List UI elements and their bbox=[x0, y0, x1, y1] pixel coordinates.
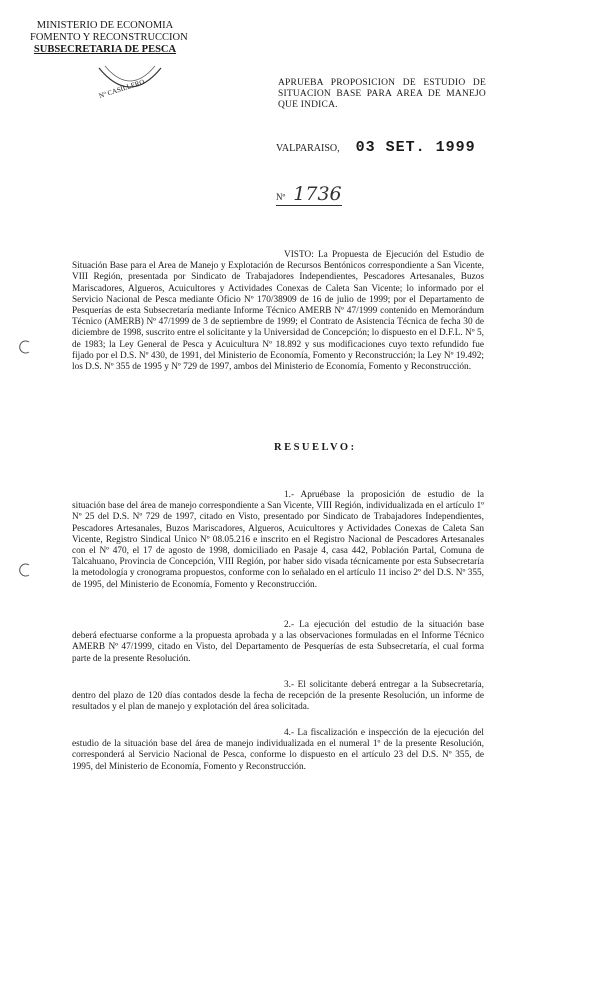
date-value: 03 SET. 1999 bbox=[355, 139, 476, 156]
visto-paragraph bbox=[72, 250, 484, 373]
date-line bbox=[276, 138, 476, 156]
article-1 bbox=[72, 490, 484, 591]
date-city: VALPARAISO, bbox=[276, 143, 340, 154]
visto-text: VISTO: La Propuesta de Ejecución del Estudio de Situación Base para el Area de Manejo y Explotación de Recursos Bentónicos correspondiente a San Vicente, VIII Región, presentada por Sindicato de Trabajadores Independientes, Pescadores Artesanales, Buzos Mariscadores, Algueros, Acuicultores y Actividades Conexas de Caleta San Vicente; lo informado por el Servicio Nacional de Pesca mediante Oficio Nº 170/38909 de 16 de julio de 1999; por el Departamento de Pesquerías de esta Subsecretaría mediante Informe Técnico AMERB Nº 47/1999 contenido en Memorándum Técnico (AMERB) Nº 47/1999 de 3 de septiembre de 1999; el Contrato de Asistencia Técnica de fecha 30 de diciembre de 1998, suscrito entre el solicitante y la Universidad de Concepción; lo dispuesto en el D.F.L. Nº 5, de 1983; la Ley General de Pesca y Acuicultura Nº 18.892 y sus modificaciones cuyo texto refundido fue fijado por el D.S. Nº 430, de 1991, del Ministerio de Economía, Fomento y Reconstrucción; la Ley Nº 19.492; los D.S. Nº 355 de 1995 y Nº 729 de 1997, ambos del Ministerio de Economía, Fomento y Reconstrucción. bbox=[72, 250, 484, 373]
punch-hole-icon bbox=[18, 340, 32, 354]
subsecretaria-line: SUBSECRETARIA DE PESCA bbox=[33, 44, 177, 55]
article-4 bbox=[72, 728, 484, 773]
article-3 bbox=[72, 680, 484, 714]
ministry-line-1: MINISTERIO DE ECONOMIA bbox=[36, 20, 174, 31]
article-4-text: 4.- La fiscalización e inspección de la ejecución del estudio de la situación base del área de manejo individualizada en el numeral 1º de la presente Resolución, corresponderá al Servicio Nacional de Pesca, conforme lo dispuesto en el artículo 23 del D.S. Nº 355, de 1995, del Ministerio de Economía, Fomento y Reconstrucción. bbox=[72, 728, 484, 772]
number-value: 1736 bbox=[293, 183, 342, 205]
stamp-text: Nº CASILLERO bbox=[97, 77, 146, 101]
resolution-subject: APRUEBA PROPOSICION DE ESTUDIO DE SITUACION BASE PARA AREA DE MANEJO QUE INDICA. bbox=[278, 78, 486, 110]
punch-hole-icon bbox=[18, 563, 32, 577]
ministry-header bbox=[30, 20, 188, 56]
resuelvo-heading: RESUELVO: bbox=[274, 442, 357, 453]
resolution-number bbox=[276, 183, 342, 206]
ministry-line-2: FOMENTO Y RECONSTRUCCION bbox=[30, 32, 188, 43]
article-2 bbox=[72, 620, 484, 665]
article-1-text: 1.- Apruébase la proposición de estudio de la situación base del área de manejo correspondiente a San Vicente, VIII Región, individualizada en el artículo 1º Nº 25 del D.S. Nº 729 de 1997, citado en Visto, presentado por Sindicato de Trabajadores Independientes, Pescadores Artesanales, Buzos Mariscadores, Algueros, Acuicultores y Actividades Conexas de Caleta San Vicente, Registro Sindical Unico Nº 08.05.216 e inscrito en el Registro Nacional de Pescadores Artesanales con el Nº 470, el 17 de agosto de 1998, domiciliado en Pasaje 4, casa 442, Población Partal, Comuna de Talcahuano, Provincia de Concepción, VIII Región, por haber sido visada técnicamente por esta Subsecretaría la metodología y cronograma propuestos, conforme con lo señalado en el artículo 11 inciso 2º del D.S. Nº 355, de 1995, del Ministerio de Economía, Fomento y Reconstrucción. bbox=[72, 490, 484, 590]
number-label: Nº bbox=[276, 192, 286, 202]
article-2-text: 2.- La ejecución del estudio de la situación base deberá efectuarse conforme a la propuesta aprobada y a las observaciones formuladas en el Informe Técnico AMERB Nº 47/1999, citado en Visto, del Departamento de Pesquerías de esta Subsecretaría, el cual forma parte de la presente Resolución. bbox=[72, 620, 484, 664]
article-3-text: 3.- El solicitante deberá entregar a la Subsecretaría, dentro del plazo de 120 días contados desde la fecha de recepción de la presente Resolución, un informe de resultados y el plan de manejo y explotación del área solicitada. bbox=[72, 680, 484, 713]
